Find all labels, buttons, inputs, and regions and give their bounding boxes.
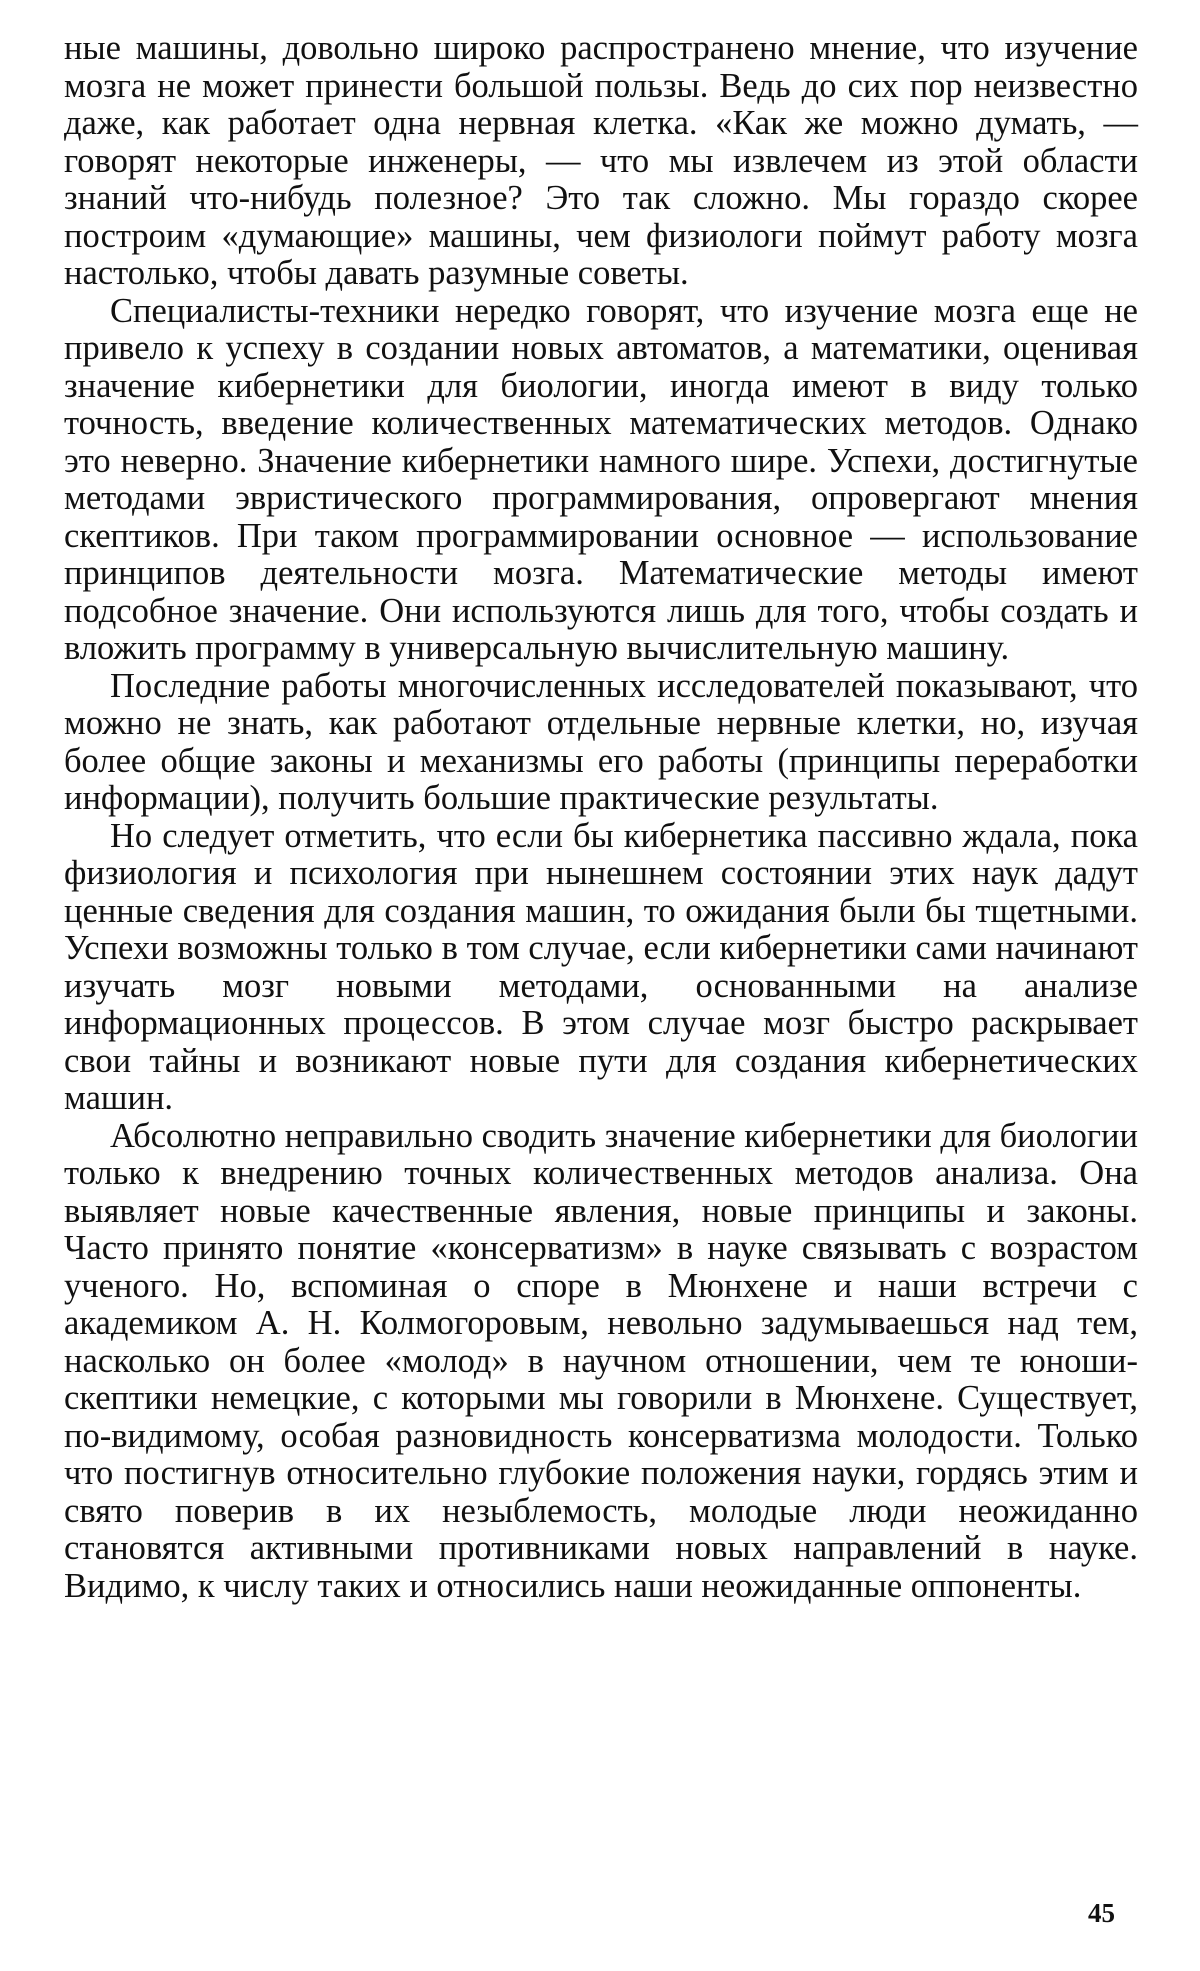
body-text	[64, 30, 1138, 1605]
page-number: 45	[1088, 1898, 1115, 1928]
paragraph-passive-cybernetics: Но следует отметить, что если бы кибернетика пассивно ждала, пока физиология и психология при нынешнем состоянии этих наук дадут ценные сведения для создания машин, то ожидания были бы тщетными. Успехи возможны только в том случае, если кибернетики сами начинают изучать мозг новыми методами, основанными на анализе информационных процессов. В этом случае мозг быстро раскрывает свои тайны и возникают новые пути для создания кибернетических машин.	[64, 816, 1138, 1117]
paragraph-recent-works: Последние работы многочисленных исследователей показывают, что можно не знать, как работают отдельные нервные клетки, но, изучая более общие законы и механизмы его работы (принципы переработки информации), получить большие практические результаты.	[64, 666, 1138, 817]
paragraph-specialists: Специалисты-техники нередко говорят, что изучение мозга еще не привело к успеху в создании новых автоматов, а математики, оценивая значение кибернетики для биологии, иногда имеют в виду только точность, введение количественных математических методов. Однако это неверно. Значение кибернетики намного шире. Успехи, достигнутые методами эвристического программирования, опровергают мнения скептиков. При таком программировании основное — использование принципов деятельности мозга. Математические методы имеют подсобное значение. Они используются лишь для того, чтобы создать и вложить программу в универсальную вычислительную машину.	[64, 291, 1138, 667]
paragraph-continuation: ные машины, довольно широко распространено мнение, что изучение мозга не может принести большой пользы. Ведь до сих пор неизвестно даже, как работает одна нервная клетка. «Как же можно думать, — говорят некоторые инженеры, — что мы извлечем из этой области знаний что-нибудь полезное? Это так сложно. Мы гораздо скорее построим «думающие» машины, чем физиологи поймут работу мозга настолько, чтобы давать разумные советы.	[64, 29, 1138, 292]
paragraph-conservatism: Абсолютно неправильно сводить значение кибернетики для биологии только к внедрению точных количественных методов анализа. Она выявляет новые качественные явления, новые принципы и законы. Часто принято понятие «консерватизм» в науке связывать с возрастом ученого. Но, вспоминая о споре в Мюнхене и наши встречи с академиком А. Н. Колмогоровым, невольно задумываешься над тем, насколько он более «молод» в научном отношении, чем те юноши-скептики немецкие, с которыми мы говорили в Мюнхене. Существует, по-видимому, особая разновидность консерватизма молодости. Только что постигнув относительно глубокие положения науки, гордясь этим и свято поверив в их незыблемость, молодые люди неожиданно становятся активными противниками новых направлений в науке. Видимо, к числу таких и относились наши неожиданные оппоненты.	[64, 1116, 1138, 1605]
